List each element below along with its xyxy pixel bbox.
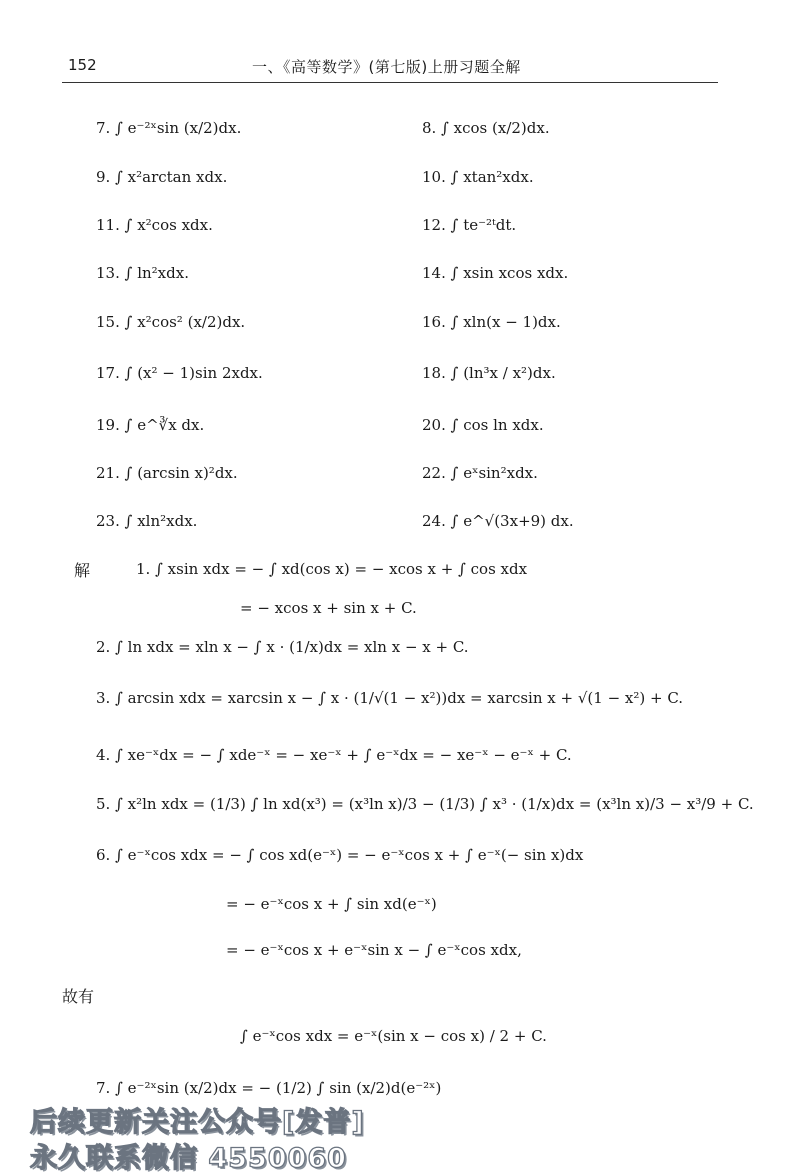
solution-5: 5. ∫ x²ln xdx = (1/3) ∫ ln xd(x³) = (x³ln x)/3 − (1/3) ∫ x³ · (1/x)dx = (x³ln x)/3 − x³/9 + C. — [96, 795, 754, 813]
exercise-20: 20. ∫ cos ln xdx. — [422, 416, 544, 434]
watermark-line-1: 后续更新关注公众号[发普] — [30, 1107, 365, 1138]
exercise-11: 11. ∫ x²cos xdx. — [96, 216, 213, 234]
exercise-18: 18. ∫ (ln³x / x²)dx. — [422, 364, 556, 382]
exercise-15: 15. ∫ x²cos² (x/2)dx. — [96, 313, 246, 331]
exercise-22: 22. ∫ eˣsin²xdx. — [422, 464, 538, 482]
exercise-7: 7. ∫ e⁻²ˣsin (x/2)dx. — [96, 119, 242, 137]
solution-6-line-3: = − e⁻ˣcos x + e⁻ˣsin x − ∫ e⁻ˣcos xdx, — [226, 941, 522, 959]
exercise-16: 16. ∫ xln(x − 1)dx. — [422, 313, 561, 331]
exercise-9: 9. ∫ x²arctan xdx. — [96, 168, 228, 186]
exercise-17: 17. ∫ (x² − 1)sin 2xdx. — [96, 364, 263, 382]
exercise-23: 23. ∫ xln²xdx. — [96, 512, 198, 530]
solution-6-line-2: = − e⁻ˣcos x + ∫ sin xd(e⁻ˣ) — [226, 895, 437, 913]
solution-3: 3. ∫ arcsin xdx = xarcsin x − ∫ x · (1/√(1 − x²))dx = xarcsin x + √(1 − x²) + C. — [96, 689, 684, 707]
solution-4: 4. ∫ xe⁻ˣdx = − ∫ xde⁻ˣ = − xe⁻ˣ + ∫ e⁻ˣdx = − xe⁻ˣ − e⁻ˣ + C. — [96, 746, 572, 764]
solution-6-line-1: 6. ∫ e⁻ˣcos xdx = − ∫ cos xd(e⁻ˣ) = − e⁻ˣcos x + ∫ e⁻ˣ(− sin x)dx — [96, 846, 584, 864]
page-header — [62, 54, 718, 83]
exercise-8: 8. ∫ xcos (x/2)dx. — [422, 119, 550, 137]
solution-1-line-1: 1. ∫ xsin xdx = − ∫ xd(cos x) = − xcos x + ∫ cos xdx — [136, 560, 528, 578]
exercise-19: 19. ∫ e^∛x dx. — [96, 416, 205, 434]
solution-6-result: ∫ e⁻ˣcos xdx = e⁻ˣ(sin x − cos x) / 2 + C. — [240, 1027, 547, 1045]
exercise-10: 10. ∫ xtan²xdx. — [422, 168, 534, 186]
running-title: 一、《高等数学》(第七版)上册习题全解 — [252, 58, 521, 76]
watermark-line-2: 永久联系微信 4550060 — [30, 1143, 347, 1174]
solution-7-line-1: 7. ∫ e⁻²ˣsin (x/2)dx = − (1/2) ∫ sin (x/2)d(e⁻²ˣ) — [96, 1079, 442, 1097]
solution-2: 2. ∫ ln xdx = xln x − ∫ x · (1/x)dx = xln x − x + C. — [96, 638, 469, 656]
exercise-13: 13. ∫ ln²xdx. — [96, 264, 189, 282]
solution-1-line-2: = − xcos x + sin x + C. — [240, 599, 417, 617]
exercise-24: 24. ∫ e^√(3x+9) dx. — [422, 512, 574, 530]
solution-label: 解 — [74, 561, 91, 580]
exercise-12: 12. ∫ te⁻²ᵗdt. — [422, 216, 517, 234]
exercise-14: 14. ∫ xsin xcos xdx. — [422, 264, 569, 282]
exercise-21: 21. ∫ (arcsin x)²dx. — [96, 464, 238, 482]
therefore-label: 故有 — [62, 987, 95, 1006]
page-number: 152 — [68, 56, 97, 74]
